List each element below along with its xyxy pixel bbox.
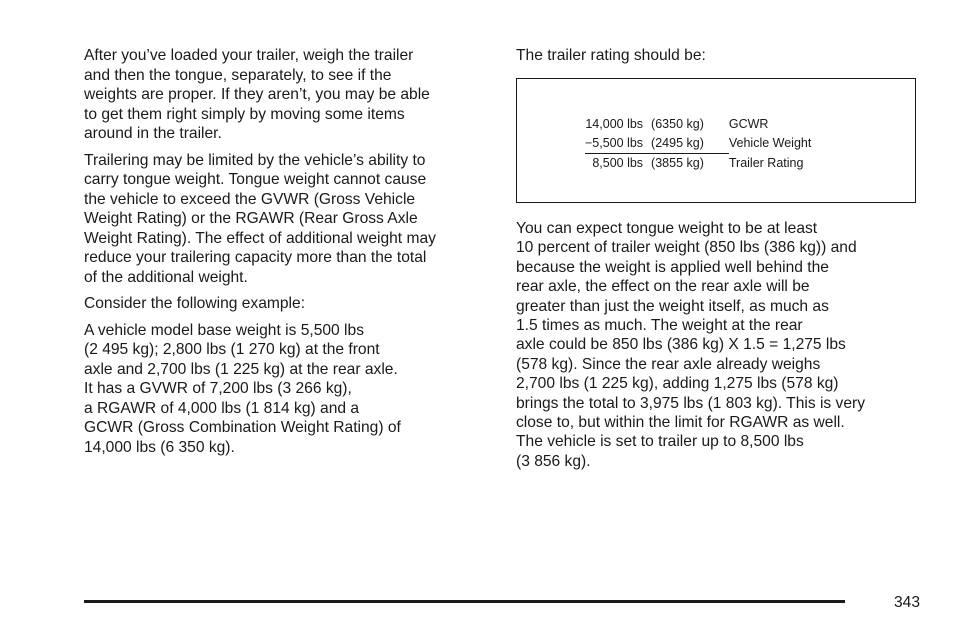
rating-row-vehicle-weight [585, 134, 811, 154]
text-line: 14,000 lbs (6 350 kg). [84, 438, 235, 456]
rating-row-gcwr [585, 115, 811, 134]
text-line: Trailering may be limited by the vehicle’s ability to [84, 151, 426, 169]
text-line: 10 percent of trailer weight (850 lbs (386 kg)) and [516, 239, 857, 257]
rating-lbs: 8,500 lbs [592, 156, 644, 170]
text-line: rear axle, the effect on the rear axle will be [516, 278, 810, 296]
paragraph-tongue-weight-limits [84, 151, 488, 288]
text-line: carry tongue weight. Tongue weight cannot cause [84, 171, 427, 188]
paragraph-trailer-rating-intro [516, 46, 920, 66]
paragraph-consider-example [84, 294, 488, 314]
rating-desc: GCWR [728, 117, 769, 131]
text-line: Weight Rating). The effect of additional weight may [84, 229, 436, 247]
rating-kg: (6350 kg) [651, 117, 704, 131]
rating-kg: (2495 kg) [651, 134, 729, 154]
text-line: weights are proper. If they aren’t, you may be able [84, 86, 430, 103]
text-line: axle and 2,700 lbs (1 225 kg) at the rear axle. [84, 360, 398, 378]
text-line: Weight Rating) or the RGAWR (Rear Gross Axle [84, 210, 418, 227]
text-line: 1.5 times as much. The weight at the rear [516, 317, 803, 335]
text-line: close to, but within the limit for RGAWR as well. [516, 414, 845, 432]
paragraph-tongue-weight-example [516, 219, 926, 471]
text-line: and then the tongue, separately, to see if the [84, 66, 392, 84]
text-line: The vehicle is set to trailer up to 8,500 lbs [516, 433, 804, 451]
text-line: around in the trailer. [84, 125, 222, 142]
text-line: to get them right simply by moving some items [84, 105, 405, 123]
text-line: axle could be 850 lbs (386 kg) X 1.5 = 1,275 lbs [516, 336, 846, 354]
text-line: (578 kg). Since the rear axle already weighs [516, 355, 821, 373]
text-line: because the weight is applied well behind the [516, 258, 829, 276]
text-line: the vehicle to exceed the GVWR (Gross Vehicle [84, 190, 416, 208]
text-line: reduce your trailering capacity more than the total [84, 249, 427, 266]
rating-lbs: −5,500 lbs [585, 134, 651, 154]
text-line: After you’ve loaded your trailer, weigh the trailer [84, 47, 414, 64]
rating-lbs: 14,000 lbs [585, 117, 644, 131]
text-line: (2 495 kg); 2,800 lbs (1 270 kg) at the front [84, 341, 380, 358]
rating-row-trailer-rating [585, 154, 811, 174]
page-number: 343 [893, 594, 920, 611]
text-line: brings the total to 3,975 lbs (1 803 kg). This is very [516, 394, 866, 412]
text-line: A vehicle model base weight is 5,500 lbs [84, 321, 364, 339]
text-line: You can expect tongue weight to be at least [516, 220, 818, 237]
rating-desc: Vehicle Weight [728, 136, 812, 150]
paragraph-example-details [84, 321, 488, 458]
text-line: Consider the following example: [84, 295, 306, 312]
text-line: It has a GVWR of 7,200 lbs (3 266 kg), [84, 380, 352, 397]
rating-kg: (3855 kg) [651, 156, 704, 170]
text-line: GCWR (Gross Combination Weight Rating) of [84, 419, 401, 436]
text-line: 2,700 lbs (1 225 kg), adding 1,275 lbs (578 kg) [516, 375, 839, 393]
text-line: of the additional weight. [84, 268, 248, 286]
text-line: a RGAWR of 4,000 lbs (1 814 kg) and a [84, 399, 360, 417]
text-line: (3 856 kg). [516, 452, 591, 470]
text-line: The trailer rating should be: [516, 47, 706, 64]
left-column [84, 46, 488, 464]
trailer-rating-table [585, 115, 811, 173]
rating-desc: Trailer Rating [728, 155, 804, 170]
footer-rule [84, 600, 845, 603]
right-column-intro [516, 46, 920, 73]
text-line: greater than just the weight itself, as much as [516, 297, 829, 315]
paragraph-weigh-trailer [84, 46, 488, 144]
trailer-rating-box [516, 78, 916, 203]
